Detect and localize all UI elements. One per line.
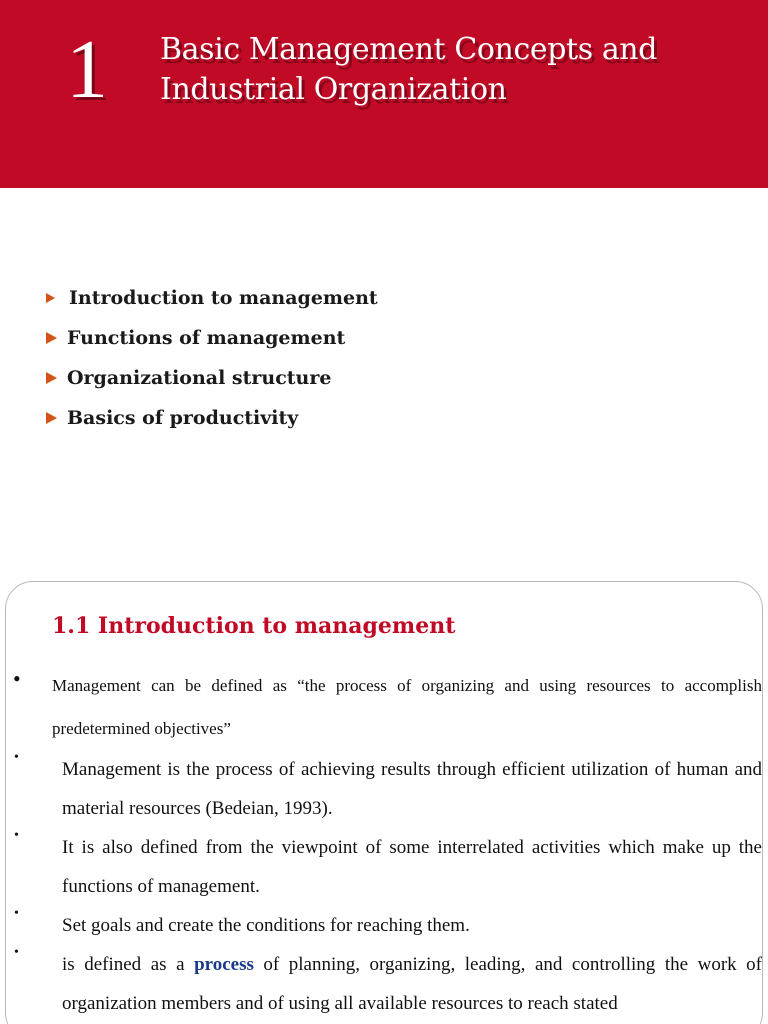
bullet-item — [0, 750, 768, 828]
bullet-text-after: of planning, organizing, leading, and controlling the work of organization members and of using all available resources to reach stated — [62, 954, 763, 1014]
topic-list — [46, 278, 378, 438]
bullet-item — [0, 664, 768, 750]
bullet-dot-icon: • — [14, 828, 19, 843]
bullet-text: Management is the process of achieving results through efficient utilization of human and material resources (Bedeian, 1993). — [62, 759, 762, 819]
topic-item — [46, 278, 378, 318]
bullet-text: Management can be defined as “the process of organizing and using resources to accomplish predetermined objectives” — [52, 676, 762, 738]
topic-label: Organizational structure — [67, 367, 332, 389]
topic-label: Introduction to management — [69, 287, 378, 309]
section-heading: 1.1 Introduction to management — [52, 613, 456, 639]
arrow-bullet-icon — [46, 412, 57, 424]
chapter-header — [0, 0, 768, 188]
topic-item — [46, 318, 378, 358]
topic-label: Basics of productivity — [67, 407, 299, 429]
bullet-item — [0, 906, 768, 945]
bullet-text: Set goals and create the conditions for reaching them. — [62, 915, 470, 936]
arrow-bullet-icon — [46, 332, 57, 344]
bullet-dot-icon: • — [14, 945, 19, 960]
topic-item — [46, 358, 378, 398]
bullet-text-before: is defined as a — [62, 954, 195, 975]
arrow-bullet-icon — [46, 293, 55, 303]
chapter-title — [160, 30, 760, 110]
bullet-text — [62, 945, 762, 1023]
bullet-dot-icon: • — [14, 750, 19, 765]
bullet-item — [0, 945, 768, 1023]
emphasis-process: process — [194, 954, 254, 975]
chapter-number: 1 — [66, 23, 108, 116]
topic-item — [46, 398, 378, 438]
bullet-dot-icon: • — [14, 906, 19, 921]
bullet-item — [0, 828, 768, 906]
topic-label: Functions of management — [67, 327, 346, 349]
bullet-text: It is also defined from the viewpoint of some interrelated activities which make up the functions of management. — [62, 837, 762, 897]
chapter-title-line-1: Basic Management Concepts and — [160, 32, 658, 67]
bullet-dot-icon: • — [13, 666, 21, 691]
bullet-list — [0, 664, 768, 1023]
arrow-bullet-icon — [46, 372, 57, 384]
chapter-title-line-2: Industrial Organization — [160, 72, 507, 107]
